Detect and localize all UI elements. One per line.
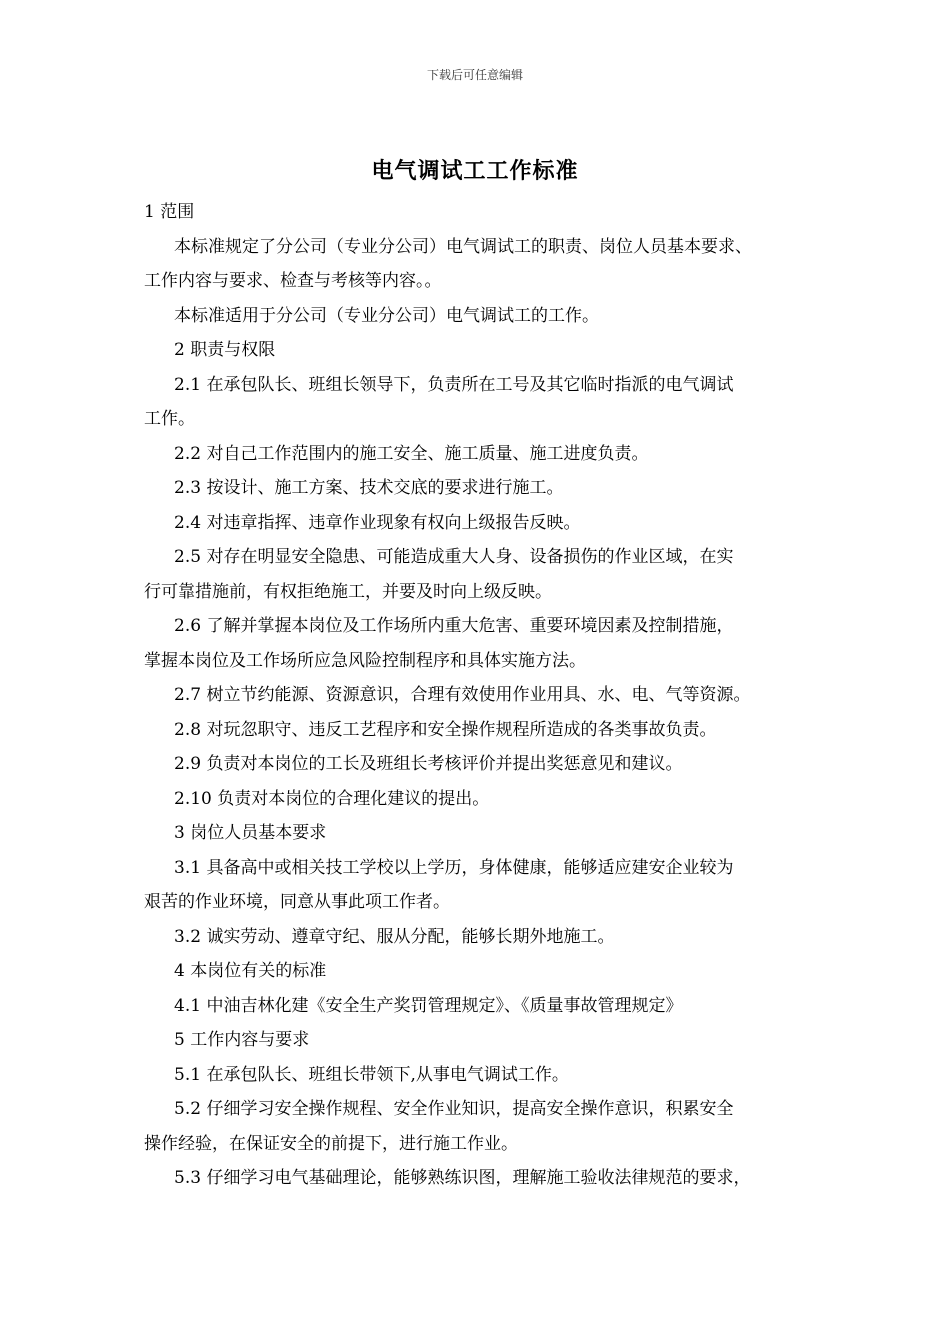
body-line: 2.10 负责对本岗位的合理化建议的提出。 [174, 788, 490, 809]
body-line: 2.4 对违章指挥、违章作业现象有权向上级报告反映。 [174, 512, 581, 533]
body-line: 2.8 对玩忽职守、违反工艺程序和安全操作规程所造成的各类事故负责。 [174, 719, 717, 740]
body-line: 2.5 对存在明显安全隐患、可能造成重大人身、设备损伤的作业区域，在实 [174, 547, 734, 567]
body-line: 掌握本岗位及工作场所应急风险控制程序和具体实施方法。 [144, 650, 586, 671]
document-title: 电气调试工工作标准 [371, 158, 579, 184]
body-line: 操作经验，在保证安全的前提下，进行施工作业。 [144, 1133, 518, 1154]
body-line: 2.3 按设计、施工方案、技术交底的要求进行施工。 [174, 478, 564, 498]
section-heading: 3 岗位人员基本要求 [174, 823, 327, 843]
body-line: 工作。 [144, 409, 195, 429]
section-heading: 4 本岗位有关的标准 [174, 961, 327, 981]
body-line: 5.3 仔细学习电气基础理论，能够熟练识图，理解施工验收法律规范的要求， [174, 1168, 751, 1188]
body-line: 5.1 在承包队长、班组长带领下,从事电气调试工作。 [174, 1064, 569, 1085]
body-line: 3.2 诚实劳动、遵章守纪、服从分配，能够长期外地施工。 [174, 926, 615, 947]
body-line: 2.9 负责对本岗位的工长及班组长考核评价并提出奖惩意见和建议。 [174, 754, 683, 774]
body-line: 3.1 具备高中或相关技工学校以上学历，身体健康，能够适应建安企业较为 [174, 857, 734, 878]
body-line: 1 范围 [144, 202, 195, 222]
body-line: 工作内容与要求、检查与考核等内容。。 [144, 271, 442, 291]
body-line: 行可靠措施前，有权拒绝施工，并要及时向上级反映。 [144, 581, 552, 602]
section-heading: 5 工作内容与要求 [174, 1030, 310, 1050]
body-line: 艰苦的作业环境，同意从事此项工作者。 [144, 892, 450, 912]
body-line: 本标准规定了分公司（专业分公司）电气调试工的职责、岗位人员基本要求、 [174, 236, 752, 257]
body-line: 2.7 树立节约能源、资源意识，合理有效使用作业用具、水、电、气等资源。 [174, 685, 751, 705]
body-line: 2.2 对自己工作范围内的施工安全、施工质量、施工进度负责。 [174, 443, 649, 464]
body-line: 4.1 中油吉林化建《安全生产奖罚管理规定》、《质量事故管理规定》 [174, 995, 683, 1016]
document-body [144, 195, 824, 1196]
section-heading: 2 职责与权限 [174, 340, 276, 360]
body-line: 5.2 仔细学习安全操作规程、安全作业知识，提高安全操作意识，积累安全 [174, 1099, 734, 1119]
body-line: 本标准适用于分公司（专业分公司）电气调试工的工作。 [174, 305, 599, 326]
body-line: 2.1 在承包队长、班组长领导下，负责所在工号及其它临时指派的电气调试 [174, 374, 734, 395]
body-line: 2.6 了解并掌握本岗位及工作场所内重大危害、重要环境因素及控制措施， [174, 616, 734, 636]
page-header-note: 下载后可任意编辑 [426, 68, 523, 82]
